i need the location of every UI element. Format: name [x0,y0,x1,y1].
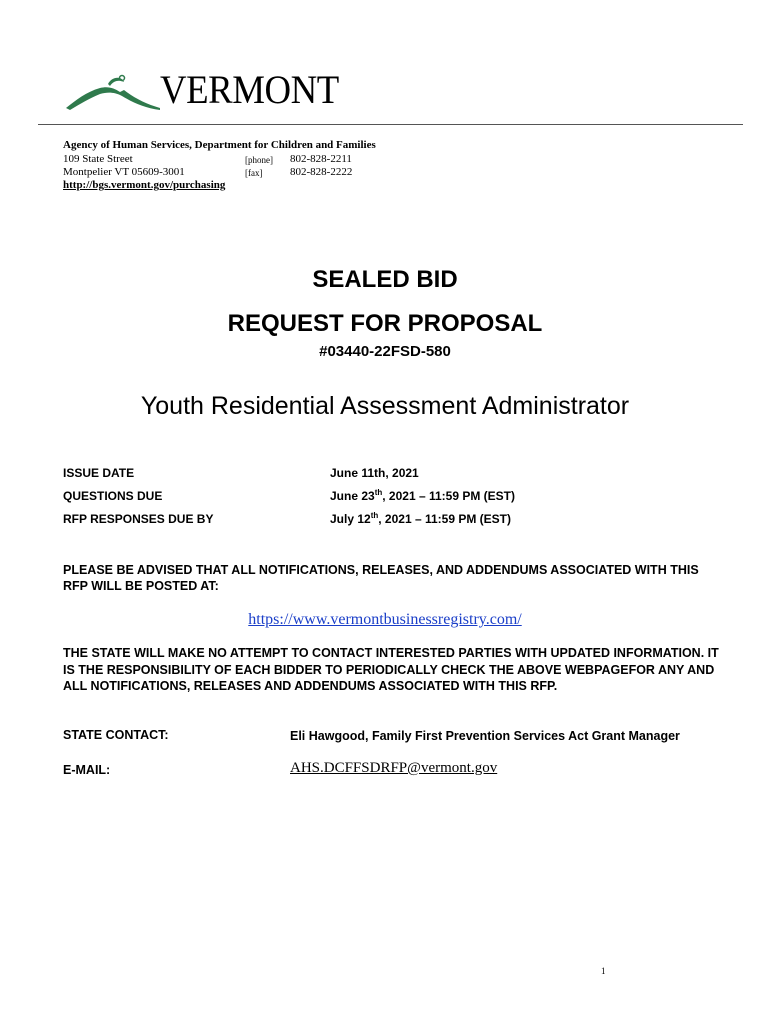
purchasing-url-link[interactable]: http://bgs.vermont.gov/purchasing [63,179,226,191]
state-contact-value: Eli Hawgood, Family First Prevention Services Act Grant Manager [290,729,680,743]
responses-due-time: , 2021 – 11:59 PM (EST) [378,512,511,526]
questions-due-ordinal: th [374,488,383,497]
header-divider [38,124,743,125]
questions-due-time: , 2021 – 11:59 PM (EST) [382,489,515,503]
responses-due-date: July 12 [330,512,371,526]
issue-date-value: June 11th, 2021 [330,466,419,480]
rfp-number: #03440-22FSD-580 [319,343,451,360]
address-line2: Montpelier VT 05609-3001 [63,166,185,178]
issue-date-label: ISSUE DATE [63,466,135,480]
state-contact-label: STATE CONTACT: [63,728,169,742]
title-sealed-bid: SEALED BID [312,266,458,293]
responses-due-label: RFP RESPONSES DUE BY [63,512,214,526]
email-link[interactable]: AHS.DCFFSDRFP@vermont.gov [290,760,498,776]
phone-label: [phone] [245,155,273,165]
questions-due-date: June 23 [330,489,375,503]
agency-name: Agency of Human Services, Department for Children and Families [63,139,376,151]
questions-due-label: QUESTIONS DUE [63,489,163,503]
responses-due-value [330,512,511,526]
state-notice: THE STATE WILL MAKE NO ATTEMPT TO CONTACT INTERESTED PARTIES WITH UPDATED INFORMATION. IT IS THE RESPONSIBILITY OF EACH BIDDER TO PERIODICALLY CHECK THE ABOVE WEBPAGEFOR ANY AND ALL NOTIFICATIONS, RELEASES AND ADDENDUMS ASSOCIATED WITH THIS RFP. [63,646,719,693]
responses-due-ordinal: th [370,511,379,520]
address-line1: 109 State Street [63,153,133,165]
vermont-logo-mark [64,72,164,117]
email-label: E-MAIL: [63,763,111,777]
fax-number: 802-828-2222 [290,166,353,178]
business-registry-link[interactable]: https://www.vermontbusinessregistry.com/ [248,611,522,628]
advise-notice: PLEASE BE ADVISED THAT ALL NOTIFICATIONS, RELEASES, AND ADDENDUMS ASSOCIATED WITH THIS RFP WILL BE POSTED AT: [63,563,699,593]
page-number: 1 [601,966,606,976]
vermont-logo-text: VERMONT [160,67,339,112]
project-title: Youth Residential Assessment Administrator [140,392,630,420]
questions-due-value [330,489,515,503]
phone-number: 802-828-2211 [290,153,352,165]
fax-label: [fax] [245,168,263,178]
title-rfp: REQUEST FOR PROPOSAL [227,310,543,337]
